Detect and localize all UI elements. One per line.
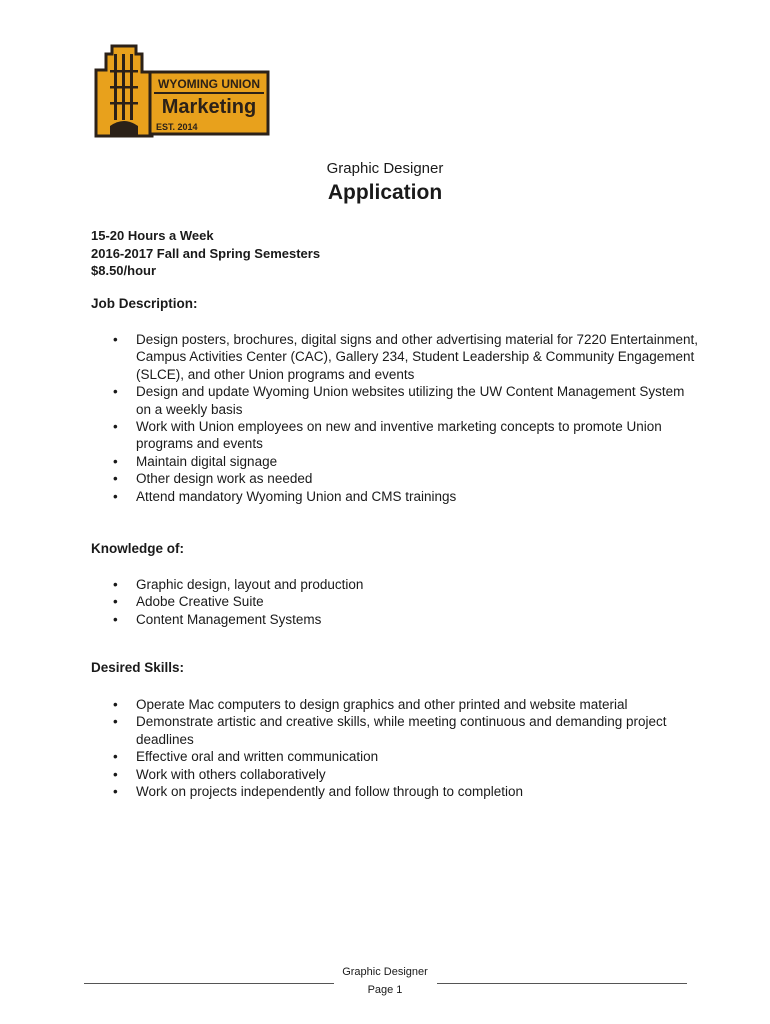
title-block — [0, 160, 770, 206]
list-item: • Work with Union employees on new and inventive marketing concepts to promote Union programs and events — [91, 418, 701, 453]
list-item: • Other design work as needed — [91, 470, 701, 487]
list-item: • Adobe Creative Suite — [91, 593, 701, 610]
knowledge-heading: Knowledge of: — [91, 541, 184, 556]
list-item: • Operate Mac computers to design graphics and other printed and website material — [91, 696, 701, 713]
desired-skills-heading: Desired Skills: — [91, 660, 185, 675]
job-description-list — [91, 331, 701, 505]
list-item: • Graphic design, layout and production — [91, 576, 701, 593]
page-subtitle: Graphic Designer — [326, 160, 444, 177]
semesters-line: 2016-2017 Fall and Spring Semesters — [91, 245, 321, 261]
page-number: Page 1 — [367, 984, 403, 996]
hours-line: 15-20 Hours a Week — [91, 228, 214, 243]
knowledge-section — [91, 540, 701, 628]
list-item: • Content Management Systems — [91, 611, 701, 628]
logo-text-line3: EST. 2014 — [156, 122, 198, 132]
list-item: • Attend mandatory Wyoming Union and CMS trainings — [91, 488, 701, 505]
list-item: • Work with others collaboratively — [91, 766, 701, 783]
desired-skills-section — [91, 659, 701, 800]
job-description-heading: Job Description: — [91, 296, 198, 311]
job-description-section — [91, 295, 701, 505]
logo-text-line1: WYOMING UNION — [158, 77, 260, 91]
desired-skills-list — [91, 696, 701, 800]
wyoming-union-marketing-logo — [92, 40, 272, 140]
knowledge-list — [91, 576, 701, 628]
list-item: • Design and update Wyoming Union websites utilizing the UW Content Management System on a weekly basis — [91, 383, 701, 418]
position-details — [91, 227, 320, 280]
footer-label: Graphic Designer — [342, 966, 428, 978]
list-item: • Maintain digital signage — [91, 453, 701, 470]
list-item: • Design posters, brochures, digital signs and other advertising material for 7220 Entertainment, Campus Activities Center (CAC), Gallery 234, Student Leadership & Community Engagement (SLCE), and other Union programs and events — [91, 331, 701, 383]
list-item: • Work on projects independently and follow through to completion — [91, 783, 701, 800]
page-title: Application — [327, 181, 443, 204]
logo-text-line2: Marketing — [161, 96, 257, 118]
pay-line: $8.50/hour — [91, 263, 157, 278]
list-item: • Effective oral and written communication — [91, 748, 701, 765]
list-item: • Demonstrate artistic and creative skills, while meeting continuous and demanding project deadlines — [91, 713, 701, 748]
